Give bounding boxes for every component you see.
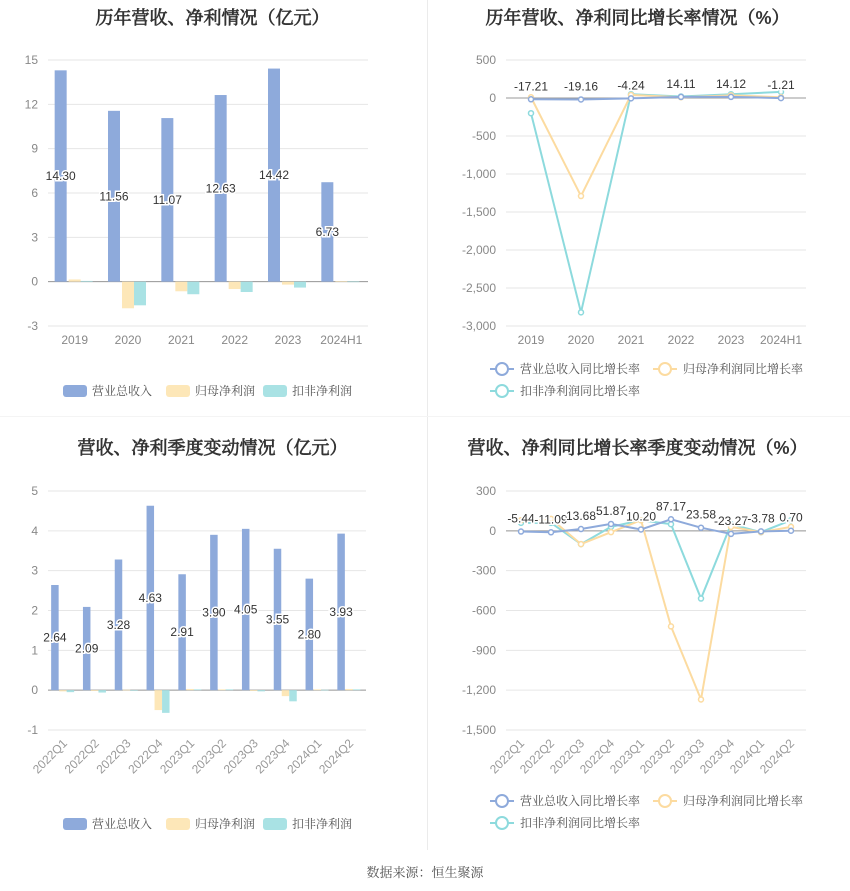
data-label: 14.11 (666, 76, 696, 91)
y-tick-label: 3 (31, 563, 38, 578)
bar (314, 689, 322, 690)
y-tick-label: -500 (471, 129, 496, 143)
x-tick-label: 2022Q1 (29, 736, 71, 777)
series-line (531, 92, 781, 312)
legend-swatch (166, 385, 190, 397)
data-label: -17.21 (513, 79, 549, 94)
data-label: 3.93 (329, 604, 353, 619)
bar (282, 282, 294, 285)
bar (226, 689, 234, 690)
bar (155, 690, 163, 710)
x-tick-label: 2021 (167, 333, 195, 347)
data-point (579, 527, 584, 532)
y-tick-label: 1 (31, 643, 38, 658)
y-tick-label: 0 (489, 91, 496, 105)
x-tick-label: 2023Q4 (252, 736, 293, 777)
x-tick-label: 2023 (717, 333, 745, 347)
annual-growth-panel (425, 0, 850, 430)
data-label: 11.56 (99, 189, 129, 204)
y-tick-label: 0 (31, 683, 38, 698)
legend-label: 营业总收入 (92, 384, 153, 398)
bar (123, 690, 131, 691)
data-point (669, 624, 674, 629)
x-tick-label: 2022Q3 (547, 736, 588, 777)
y-tick-label: 5 (31, 484, 38, 498)
legend-label: 归母净利润 (195, 817, 256, 831)
data-point (729, 531, 734, 536)
y-tick-label: -1,500 (461, 723, 496, 737)
bar (241, 282, 253, 292)
data-point (609, 521, 614, 526)
bar (345, 689, 353, 690)
x-tick-label: 2024H1 (759, 333, 803, 347)
quarterly-amounts-panel (0, 430, 425, 860)
x-tick-label: 2023Q4 (697, 736, 738, 777)
x-tick-label: 2023Q1 (607, 736, 648, 777)
bar (162, 690, 170, 713)
y-tick-label: -600 (471, 603, 496, 618)
data-point (779, 96, 784, 101)
data-point (759, 529, 764, 534)
x-tick-label: 2022Q3 (93, 736, 134, 777)
data-label: 2.80 (297, 627, 321, 642)
bar (194, 689, 202, 690)
x-tick-label: 2023Q2 (637, 736, 678, 777)
legend-label: 归母净利润 (195, 384, 256, 398)
x-tick-label: 2022 (221, 333, 249, 347)
annual-growth-chart (425, 0, 850, 430)
data-point (529, 111, 534, 116)
y-tick-label: -1 (27, 723, 38, 737)
legend-marker (659, 363, 671, 375)
bar (282, 690, 290, 696)
x-tick-label: 2022Q4 (577, 736, 618, 777)
legend-label: 营业总收入同比增长率 (520, 794, 641, 808)
data-point (579, 542, 584, 547)
bar (294, 282, 306, 288)
bar (130, 690, 138, 691)
y-tick-label: 300 (475, 484, 496, 498)
legend-label: 营业总收入同比增长率 (520, 362, 641, 376)
data-label: 51.87 (595, 503, 627, 518)
data-label: 2.09 (75, 641, 99, 656)
data-point (699, 697, 704, 702)
chart-title: 历年营收、净利情况（亿元） (95, 8, 330, 28)
legend-label: 扣非净利润同比增长率 (520, 816, 641, 830)
legend-label: 归母净利润同比增长率 (683, 362, 804, 376)
data-point (699, 525, 704, 530)
data-label: -1.21 (767, 78, 795, 93)
legend-marker (659, 795, 671, 807)
data-point (679, 94, 684, 99)
bar (257, 690, 265, 691)
y-tick-label: -3 (27, 319, 38, 333)
data-point (549, 530, 554, 535)
x-tick-label: 2021 (617, 333, 645, 347)
y-tick-label: 3 (31, 230, 38, 245)
bar (187, 282, 199, 295)
x-tick-label: 2024Q1 (284, 736, 325, 777)
data-label: -4.24 (617, 78, 645, 93)
bar (229, 282, 241, 289)
legend-marker (496, 363, 508, 375)
bar (134, 282, 146, 306)
data-label: 4.63 (138, 590, 162, 605)
data-label: 12.63 (205, 181, 236, 196)
x-tick-label: 2024Q1 (727, 736, 768, 777)
y-tick-label: 4 (31, 523, 38, 538)
bar (122, 282, 134, 309)
data-point (669, 517, 674, 522)
bar (175, 282, 187, 292)
data-label: 3.28 (106, 617, 131, 632)
data-label: 2.91 (170, 625, 194, 640)
x-tick-label: 2022Q1 (487, 736, 528, 777)
y-tick-label: 2 (31, 603, 38, 618)
data-label: 14.30 (45, 169, 76, 184)
data-label: 14.42 (258, 168, 290, 183)
annual-amounts-panel (0, 0, 425, 430)
legend-label: 营业总收入 (92, 817, 153, 831)
data-point (699, 596, 704, 601)
data-label: -5.44 (507, 511, 535, 526)
series-line (521, 519, 791, 700)
bar (353, 689, 361, 690)
x-tick-label: 2023Q3 (220, 736, 261, 777)
legend-swatch (63, 818, 87, 830)
y-tick-label: -900 (471, 643, 496, 658)
y-tick-label: 9 (31, 141, 38, 156)
x-tick-label: 2019 (517, 333, 545, 347)
data-label: 13.68 (565, 509, 597, 524)
legend-swatch (166, 818, 190, 830)
legend-swatch (263, 818, 287, 830)
data-label: 10.20 (625, 509, 657, 524)
y-tick-label: -2,000 (461, 243, 496, 257)
data-point (579, 97, 584, 102)
legend-label: 归母净利润同比增长率 (683, 794, 804, 808)
x-tick-label: 2024Q2 (757, 736, 798, 777)
bar (335, 281, 347, 282)
data-point (789, 528, 794, 533)
data-label: -23.27 (713, 513, 749, 528)
y-tick-label: -1,000 (461, 167, 496, 181)
bar (321, 690, 329, 691)
data-label: 4.05 (234, 602, 258, 617)
x-tick-label: 2022Q4 (125, 736, 166, 777)
bar (69, 279, 81, 281)
x-tick-label: 2023 (274, 333, 302, 347)
data-label: -19.16 (563, 79, 599, 94)
bar (289, 690, 297, 701)
bar (186, 689, 194, 690)
x-tick-label: 2024H1 (320, 333, 363, 347)
bar (91, 690, 99, 691)
chart-title: 历年营收、净利同比增长率情况（%） (485, 8, 790, 28)
data-label: -11.09 (534, 512, 568, 527)
y-tick-label: -1,200 (461, 683, 496, 698)
data-source-note: 数据来源：恒生聚源 (366, 865, 484, 880)
chart-title: 营收、净利同比增长率季度变动情况（%） (467, 438, 808, 458)
data-label: 3.55 (265, 612, 290, 627)
bar (67, 690, 75, 692)
legend-swatch (63, 385, 87, 397)
data-label: 2.64 (43, 630, 67, 645)
quarterly-growth-chart (425, 430, 850, 860)
y-tick-label: 500 (475, 53, 496, 67)
x-tick-label: 2022Q2 (61, 736, 102, 777)
data-label: -3.78 (747, 511, 775, 526)
legend-label: 扣非净利润同比增长率 (520, 384, 641, 398)
y-tick-label: -3,000 (461, 319, 496, 333)
data-point (609, 530, 614, 535)
legend-marker (496, 817, 508, 829)
chart-title: 营收、净利季度变动情况（亿元） (77, 438, 348, 458)
bar (81, 281, 93, 282)
x-tick-label: 2023Q2 (188, 736, 230, 777)
y-tick-label: -1,500 (461, 205, 496, 219)
data-point (629, 96, 634, 101)
annual-amounts-chart (0, 0, 425, 430)
bar (98, 690, 106, 692)
x-tick-label: 2024Q2 (316, 736, 357, 777)
y-tick-label: 0 (489, 523, 496, 538)
data-label: 0.70 (779, 510, 803, 525)
x-tick-label: 2023Q3 (667, 736, 708, 777)
x-tick-label: 2023Q1 (157, 736, 198, 777)
data-label: 3.90 (202, 605, 226, 620)
bar (218, 689, 226, 690)
quarterly-growth-panel (425, 430, 850, 860)
data-point (579, 194, 584, 199)
data-label: 87.17 (655, 499, 687, 514)
data-point (529, 97, 534, 102)
y-tick-label: 0 (31, 274, 38, 289)
data-point (729, 94, 734, 99)
data-point (639, 527, 644, 532)
data-label: 11.07 (152, 192, 182, 207)
bar (250, 690, 258, 691)
data-point (519, 529, 524, 534)
quarterly-amounts-chart (0, 430, 425, 860)
y-tick-label: -300 (471, 563, 496, 578)
x-tick-label: 2022Q2 (517, 736, 558, 777)
x-tick-label: 2022 (667, 333, 695, 347)
y-tick-label: 12 (24, 97, 38, 112)
x-tick-label: 2019 (61, 333, 89, 347)
x-tick-label: 2020 (567, 333, 595, 347)
legend-swatch (263, 385, 287, 397)
series-line (531, 95, 781, 196)
x-tick-label: 2020 (114, 333, 142, 347)
data-point (579, 310, 584, 315)
data-label: 14.12 (715, 76, 747, 91)
y-tick-label: -2,500 (461, 281, 496, 295)
legend-marker (496, 795, 508, 807)
bar (347, 282, 359, 283)
data-label: 6.73 (315, 224, 340, 239)
legend-marker (496, 385, 508, 397)
data-label: 23.58 (685, 507, 717, 522)
legend-label: 扣非净利润 (292, 817, 353, 831)
bar (59, 690, 67, 691)
y-tick-label: 6 (31, 186, 38, 200)
y-tick-label: 15 (24, 53, 38, 67)
legend-label: 扣非净利润 (292, 384, 353, 398)
